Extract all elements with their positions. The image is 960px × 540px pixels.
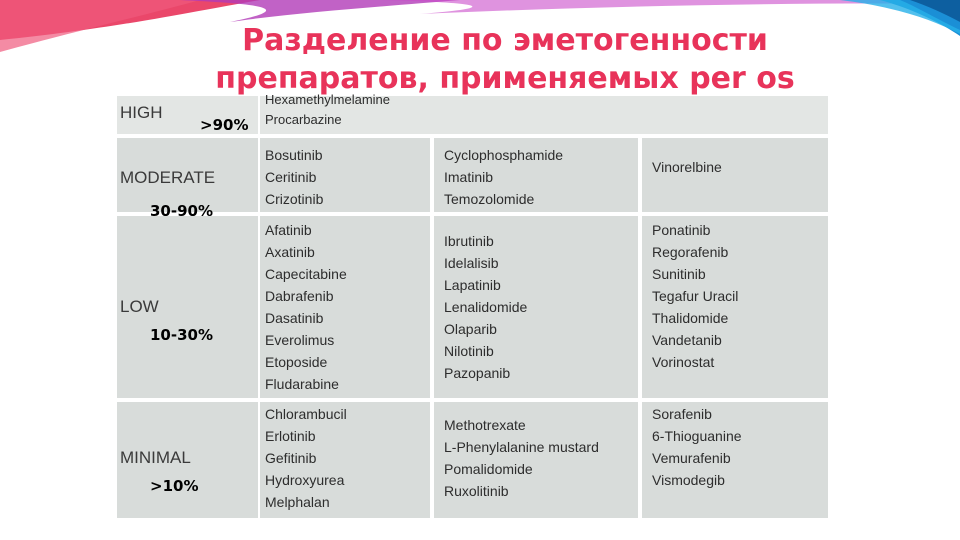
category-low: LOW [120,297,159,316]
drug-item: Hydroxyurea [265,472,345,488]
drug-list-minimal-3 [652,403,742,491]
drug-item: Vinorelbine [652,159,722,175]
drug-list-low-2 [444,230,527,384]
slide-title-line-2: препаратов, применяемых per os [215,61,795,96]
drug-item: Cyclophosphamide [444,147,564,163]
percent-moderate: 30-90% [150,202,214,220]
drug-item: Melphalan [265,494,330,510]
drug-item: Axatinib [265,244,315,260]
drug-list-low-1 [265,219,347,395]
row-moderate [117,138,828,212]
percent-high: >90% [200,116,249,134]
drug-item: Gefitinib [265,450,317,466]
drug-item: L-Phenylalanine mustard [444,439,599,455]
row-minimal [117,402,828,518]
percent-low: 10-30% [150,326,214,344]
drug-item: Fludarabine [265,376,339,392]
drug-item: Idelalisib [444,255,499,271]
drug-item: Imatinib [444,169,494,185]
slide-title-line-1: Разделение по эметогенности [242,23,768,58]
drug-item: Afatinib [265,222,312,238]
drug-item: Vandetanib [652,332,722,348]
drug-item: Regorafenib [652,244,729,260]
drug-item: Ibrutinib [444,233,494,249]
drug-item: Bosutinib [265,147,323,163]
drug-item: Erlotinib [265,428,316,444]
drug-item: Dasatinib [265,310,324,326]
drug-item: Thalidomide [652,310,729,326]
drug-item: Vorinostat [652,354,715,370]
drug-item: Everolimus [265,332,335,348]
drug-list-moderate-3 [652,156,722,178]
drug-list-moderate-1 [265,144,323,210]
drug-list-minimal-2 [444,414,599,502]
percent-minimal: >10% [150,477,199,495]
drug-item: Vemurafenib [652,450,731,466]
row-low [117,216,828,398]
drug-item: Vismodegib [652,472,725,488]
drug-item: Tegafur Uracil [652,288,739,304]
category-minimal: MINIMAL [120,448,191,467]
drug-list-low-3 [652,219,738,373]
drug-item: Chlorambucil [265,406,347,422]
drug-item: Ruxolitinib [444,483,509,499]
emetogenicity-table [117,92,828,518]
drug-item: Pazopanib [444,365,511,381]
slide-title [160,22,850,98]
drug-item: Pomalidomide [444,461,533,477]
drug-item: Capecitabine [265,266,347,282]
drug-item: 6-Thioguanine [652,428,742,444]
category-high: HIGH [120,103,163,122]
drug-list-moderate-2 [444,144,563,210]
drug-item: Lapatinib [444,277,501,293]
drug-item: Dabrafenib [265,288,334,304]
drug-item: Lenalidomide [444,299,528,315]
drug-item: Ceritinib [265,169,317,185]
drug-item: Hexamethylmelamine [265,92,390,107]
drug-item: Crizotinib [265,191,324,207]
drug-item: Temozolomide [444,191,535,207]
drug-item: Procarbazine [265,112,342,127]
drug-item: Nilotinib [444,343,494,359]
drug-list-minimal-1 [265,403,347,513]
drug-item: Sunitinib [652,266,706,282]
drug-item: Ponatinib [652,222,711,238]
drug-item: Methotrexate [444,417,526,433]
category-moderate: MODERATE [120,168,216,187]
drug-item: Olaparib [444,321,497,337]
drug-item: Etoposide [265,354,328,370]
drug-item: Sorafenib [652,406,712,422]
